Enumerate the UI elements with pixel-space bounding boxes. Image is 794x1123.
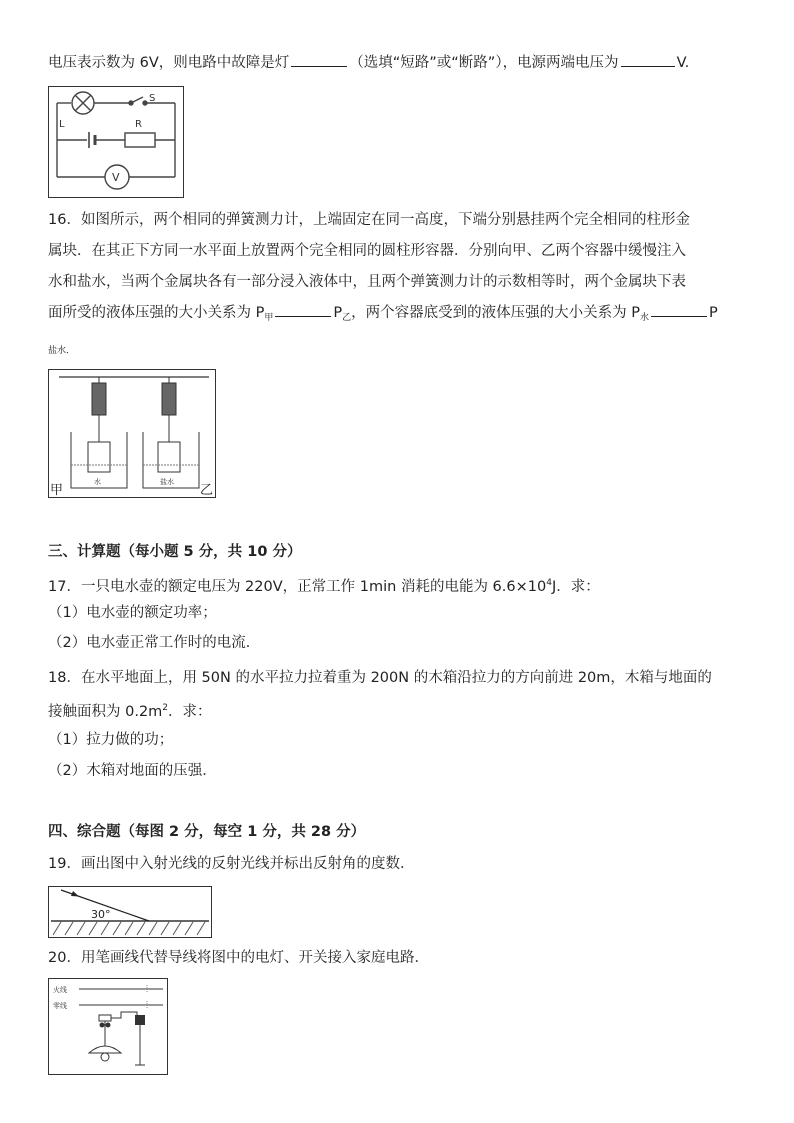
spring-scale-diagram <box>49 370 215 497</box>
q17-sup: 4 <box>546 578 552 588</box>
q17-line <box>48 572 600 598</box>
q16-line-1: 16．如图所示，两个相同的弹簧测力计，上端固定在同一高度，下端分别悬挂两个完全相同的柱形金 <box>48 212 690 228</box>
q16-line-2: 属块．在其正下方同一水平面上放置两个完全相同的圆柱形容器．分别向甲、乙两个容器中缓慢注入 <box>48 243 686 259</box>
q18-text-a: 接触面积为 0.2m <box>48 704 163 720</box>
q18-line-2 <box>48 697 212 723</box>
wall-switch-icon <box>135 1015 145 1025</box>
spring-scale-figure <box>48 369 216 498</box>
label-S: S <box>149 93 156 104</box>
household-circuit-figure <box>48 978 168 1075</box>
label-L: L <box>59 119 65 130</box>
q16-sub-yi: 乙 <box>342 313 352 323</box>
spring-scale-right <box>162 383 176 415</box>
lamp-socket-icon <box>99 1015 111 1021</box>
q16-text-a: 面所受的液体压强的大小关系为 P <box>48 305 265 321</box>
label-V: V <box>112 171 120 184</box>
q15-text-b: （选填“短路”或“断路”），电源两端电压为 <box>349 55 619 71</box>
q16-line-3: 水和盐水，当两个金属块各有一部分浸入液体中，且两个弹簧测力计的示数相等时，两个金属块下表 <box>48 274 686 290</box>
angle-label: 30° <box>91 908 111 921</box>
switch-icon <box>131 97 143 103</box>
q16-blank-1[interactable] <box>275 302 331 317</box>
q15-blank-2[interactable] <box>621 52 675 67</box>
neutral-wire-label: 零线 <box>53 1002 67 1010</box>
q17-text-a: 17．一只电水壶的额定电压为 220V，正常工作 1min 消耗的电能为 6.6×10 <box>48 579 547 595</box>
label-R: R <box>135 119 142 130</box>
q20-text: 20．用笔画线代替导线将图中的电灯、开关接入家庭电路． <box>48 950 429 966</box>
metal-block-left <box>88 442 110 472</box>
ray-arrow-icon <box>71 891 79 897</box>
q18-part-2: （2）木箱对地面的压强． <box>48 763 217 779</box>
metal-block-right <box>158 442 180 472</box>
container-yi-label: 乙 <box>200 483 214 497</box>
reflection-diagram <box>49 887 211 937</box>
q16-blank-2[interactable] <box>651 302 707 317</box>
section-3-heading: 三、计算题（每小题 5 分，共 10 分） <box>48 544 302 560</box>
q17-part-1: （1）电水壶的额定功率； <box>48 605 217 621</box>
spring-scale-left <box>92 383 106 415</box>
liquid-saltwater-label: 盐水 <box>160 478 174 486</box>
q15-text-a: 电压表示数为 6V，则电路中故障是灯 <box>48 55 290 71</box>
circuit-figure <box>48 86 184 198</box>
q15-text-line <box>48 52 689 74</box>
q17-text-b: J．求： <box>551 579 600 595</box>
q18-part-1: （1）拉力做的功； <box>48 732 174 748</box>
q16-text-b: P <box>333 305 343 321</box>
liquid-water-label: 水 <box>94 478 101 486</box>
light-bulb-icon <box>101 1053 109 1061</box>
q18-text-b: ．求： <box>168 704 212 720</box>
q16-sub-water: 水 <box>640 313 650 323</box>
q15-text-c: V. <box>676 55 690 71</box>
q16-text-c: ，两个容器底受到的液体压强的大小关系为 P <box>351 305 640 321</box>
q18-sup: 2 <box>162 703 169 713</box>
q18-line-1: 18．在水平地面上，用 50N 的水平拉力拉着重为 200N 的木箱沿拉力的方向前进 20m，木箱与地面的 <box>48 670 712 686</box>
household-circuit-diagram <box>49 979 167 1074</box>
lamp-shade-icon <box>89 1046 121 1053</box>
q16-sub-jia: 甲 <box>264 313 274 323</box>
q15-blank-1[interactable] <box>291 52 347 67</box>
q16-line-4 <box>48 302 718 329</box>
resistor-icon <box>125 133 155 147</box>
container-jia-label: 甲 <box>50 483 64 497</box>
live-wire-label: 火线 <box>53 986 67 994</box>
q16-text-d: P <box>709 305 718 321</box>
q19-text: 19．画出图中入射光线的反射光线并标出反射角的度数． <box>48 856 415 872</box>
reflection-figure <box>48 886 212 938</box>
q16-line-5: 盐水． <box>48 346 76 356</box>
q17-part-2: （2）电水壶正常工作时的电流． <box>48 635 261 651</box>
section-4-heading: 四、综合题（每图 2 分，每空 1 分，共 28 分） <box>48 824 366 840</box>
circuit-diagram <box>49 87 183 197</box>
